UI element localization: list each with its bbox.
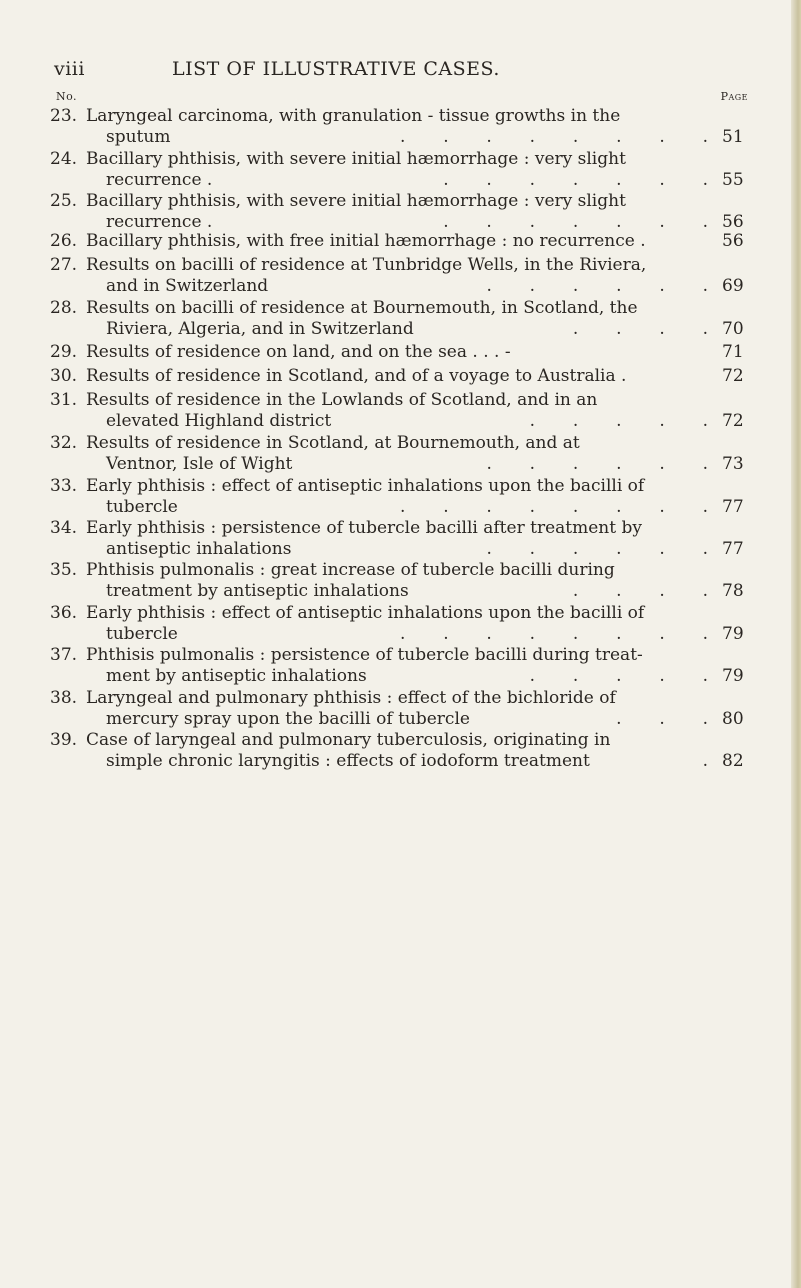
case-number: 28. bbox=[50, 298, 78, 318]
case-description-continuation bbox=[86, 411, 708, 432]
case-entry bbox=[50, 255, 752, 297]
case-description bbox=[86, 730, 708, 772]
case-description-continuation bbox=[86, 127, 708, 148]
case-number: 23. bbox=[50, 106, 78, 126]
case-description-continuation bbox=[86, 276, 708, 297]
case-description-line: Results of residence in Scotland, and of a voyage to Australia . bbox=[86, 366, 627, 386]
case-number: 34. bbox=[50, 518, 78, 538]
case-description-line: Early phthisis : persistence of tubercle bacilli after treatment by bbox=[86, 518, 642, 538]
page-edge bbox=[791, 0, 801, 1288]
case-description-line: Laryngeal and pulmonary phthisis : effect of the bichloride of bbox=[86, 688, 616, 708]
case-entry bbox=[50, 476, 752, 518]
case-number: 33. bbox=[50, 476, 78, 496]
continuation-text: simple chronic laryngitis : effects of iodoform treatment bbox=[106, 751, 590, 771]
continuation-text: ment by antiseptic inhalations bbox=[106, 666, 367, 686]
case-description-line: Results on bacilli of residence at Bournemouth, in Scotland, the bbox=[86, 298, 638, 318]
case-description-line: Early phthisis : effect of antiseptic inhalations upon the bacilli of bbox=[86, 603, 645, 623]
page-folio: viii bbox=[54, 58, 85, 80]
case-entry bbox=[50, 518, 752, 560]
case-description-line: Results on bacilli of residence at Tunbridge Wells, in the Riviera, bbox=[86, 255, 647, 275]
case-number: 27. bbox=[50, 255, 78, 275]
case-description-line: Results of residence in the Lowlands of Scotland, and in an bbox=[86, 390, 598, 410]
leader-dots: . . . . . . bbox=[486, 454, 708, 474]
case-entry bbox=[50, 390, 752, 432]
case-description-continuation bbox=[86, 666, 708, 687]
page-header bbox=[54, 58, 744, 82]
page-number: 72 bbox=[722, 366, 744, 386]
case-description-line: Bacillary phthisis, with severe initial hæmorrhage : very slight bbox=[86, 149, 626, 169]
page-number: 77 bbox=[722, 497, 744, 517]
case-number: 35. bbox=[50, 560, 78, 580]
case-description-line: Results of residence in Scotland, at Bournemouth, and at bbox=[86, 433, 580, 453]
column-header-page: Page bbox=[720, 90, 748, 103]
case-description-continuation bbox=[86, 170, 708, 191]
page-number: 56 bbox=[722, 212, 744, 232]
case-description bbox=[86, 298, 708, 340]
column-headers bbox=[56, 90, 748, 106]
case-description-line: Early phthisis : effect of antiseptic inhalations upon the bacilli of bbox=[86, 476, 645, 496]
case-description-line: Laryngeal carcinoma, with granulation - tissue growths in the bbox=[86, 106, 621, 126]
case-number: 39. bbox=[50, 730, 78, 750]
case-description bbox=[86, 433, 708, 475]
leader-dots: . . . . . . . . bbox=[399, 624, 708, 644]
continuation-text: and in Switzerland bbox=[106, 276, 269, 296]
case-description-line: Bacillary phthisis, with severe initial hæmorrhage : very slight bbox=[86, 191, 626, 211]
case-number: 31. bbox=[50, 390, 78, 410]
page-number: 79 bbox=[722, 624, 744, 644]
leader-dots: . . . bbox=[616, 709, 708, 729]
case-entry bbox=[50, 433, 752, 475]
continuation-text: Ventnor, Isle of Wight bbox=[106, 454, 293, 474]
case-description bbox=[86, 603, 708, 645]
page-number: 72 bbox=[722, 411, 744, 431]
case-description bbox=[86, 476, 708, 518]
continuation-text: mercury spray upon the bacilli of tubercle bbox=[106, 709, 470, 729]
continuation-text: tubercle bbox=[106, 624, 178, 644]
case-entry bbox=[50, 106, 752, 148]
case-description bbox=[86, 645, 708, 687]
case-number: 25. bbox=[50, 191, 78, 211]
case-description-continuation bbox=[86, 751, 708, 772]
case-number: 30. bbox=[50, 366, 78, 386]
case-description-continuation bbox=[86, 497, 708, 518]
case-entry bbox=[50, 560, 752, 602]
case-description-continuation bbox=[86, 709, 708, 730]
case-number: 36. bbox=[50, 603, 78, 623]
case-entry bbox=[50, 231, 752, 252]
leader-dots: . . . . . bbox=[529, 411, 708, 431]
leader-dots: . . . . . . . bbox=[443, 212, 708, 232]
case-description-continuation bbox=[86, 319, 708, 340]
case-description bbox=[86, 518, 708, 560]
case-number: 38. bbox=[50, 688, 78, 708]
case-entry bbox=[50, 730, 752, 772]
case-description bbox=[86, 191, 708, 233]
page-number: 55 bbox=[722, 170, 744, 190]
leader-dots: . . . . bbox=[572, 581, 708, 601]
case-description bbox=[86, 366, 708, 387]
case-number: 24. bbox=[50, 149, 78, 169]
case-description-continuation bbox=[86, 624, 708, 645]
page-number: 51 bbox=[722, 127, 744, 147]
case-number: 29. bbox=[50, 342, 78, 362]
case-description-line: Bacillary phthisis, with free initial hæmorrhage : no recurrence . bbox=[86, 231, 646, 251]
case-description-continuation bbox=[86, 454, 708, 475]
continuation-text: Riviera, Algeria, and in Switzerland bbox=[106, 319, 414, 339]
continuation-text: elevated Highland district bbox=[106, 411, 332, 431]
case-description-line: Phthisis pulmonalis : persistence of tubercle bacilli during treat- bbox=[86, 645, 643, 665]
page-number: 73 bbox=[722, 454, 744, 474]
leader-dots: . . . . . . bbox=[486, 539, 708, 559]
continuation-text: sputum bbox=[106, 127, 171, 147]
case-entry bbox=[50, 645, 752, 687]
case-description bbox=[86, 342, 708, 363]
case-description-line: Case of laryngeal and pulmonary tuberculosis, originating in bbox=[86, 730, 611, 750]
case-description bbox=[86, 688, 708, 730]
continuation-text: tubercle bbox=[106, 497, 178, 517]
case-description-continuation bbox=[86, 212, 708, 233]
page-number: 78 bbox=[722, 581, 744, 601]
case-description bbox=[86, 390, 708, 432]
continuation-text: recurrence . bbox=[106, 170, 213, 190]
case-description bbox=[86, 149, 708, 191]
case-description bbox=[86, 255, 708, 297]
running-title: LIST OF ILLUSTRATIVE CASES. bbox=[172, 58, 500, 80]
page-number: 77 bbox=[722, 539, 744, 559]
leader-dots: . . . . bbox=[572, 319, 708, 339]
page-number: 69 bbox=[722, 276, 744, 296]
leader-dots: . . . . . . . . bbox=[399, 497, 708, 517]
case-entry bbox=[50, 342, 752, 363]
leader-dots: . . . . . bbox=[529, 666, 708, 686]
case-number: 26. bbox=[50, 231, 78, 251]
case-description-continuation bbox=[86, 581, 708, 602]
case-description bbox=[86, 560, 708, 602]
case-description-line: Results of residence on land, and on the sea . . . - bbox=[86, 342, 511, 362]
leader-dots: . . . . . . bbox=[486, 276, 708, 296]
leader-dots: . . . . . . . bbox=[443, 170, 708, 190]
case-description bbox=[86, 106, 708, 148]
case-entry bbox=[50, 366, 752, 387]
page-number: 80 bbox=[722, 709, 744, 729]
case-entry bbox=[50, 298, 752, 340]
page-number: 70 bbox=[722, 319, 744, 339]
page-number: 71 bbox=[722, 342, 744, 362]
case-entry bbox=[50, 149, 752, 191]
case-description-line: Phthisis pulmonalis : great increase of tubercle bacilli during bbox=[86, 560, 615, 580]
continuation-text: recurrence . bbox=[106, 212, 213, 232]
case-entry bbox=[50, 688, 752, 730]
continuation-text: antiseptic inhalations bbox=[106, 539, 292, 559]
page-number: 79 bbox=[722, 666, 744, 686]
page-number: 82 bbox=[722, 751, 744, 771]
case-number: 32. bbox=[50, 433, 78, 453]
column-header-number: No. bbox=[56, 90, 78, 103]
case-description-continuation bbox=[86, 539, 708, 560]
leader-dots: . . . . . . . . bbox=[399, 127, 708, 147]
case-number: 37. bbox=[50, 645, 78, 665]
case-entry bbox=[50, 191, 752, 233]
case-description bbox=[86, 231, 708, 252]
leader-dots: . bbox=[702, 751, 708, 771]
continuation-text: treatment by antiseptic inhalations bbox=[106, 581, 409, 601]
case-entry bbox=[50, 603, 752, 645]
page-number: 56 bbox=[722, 231, 744, 251]
